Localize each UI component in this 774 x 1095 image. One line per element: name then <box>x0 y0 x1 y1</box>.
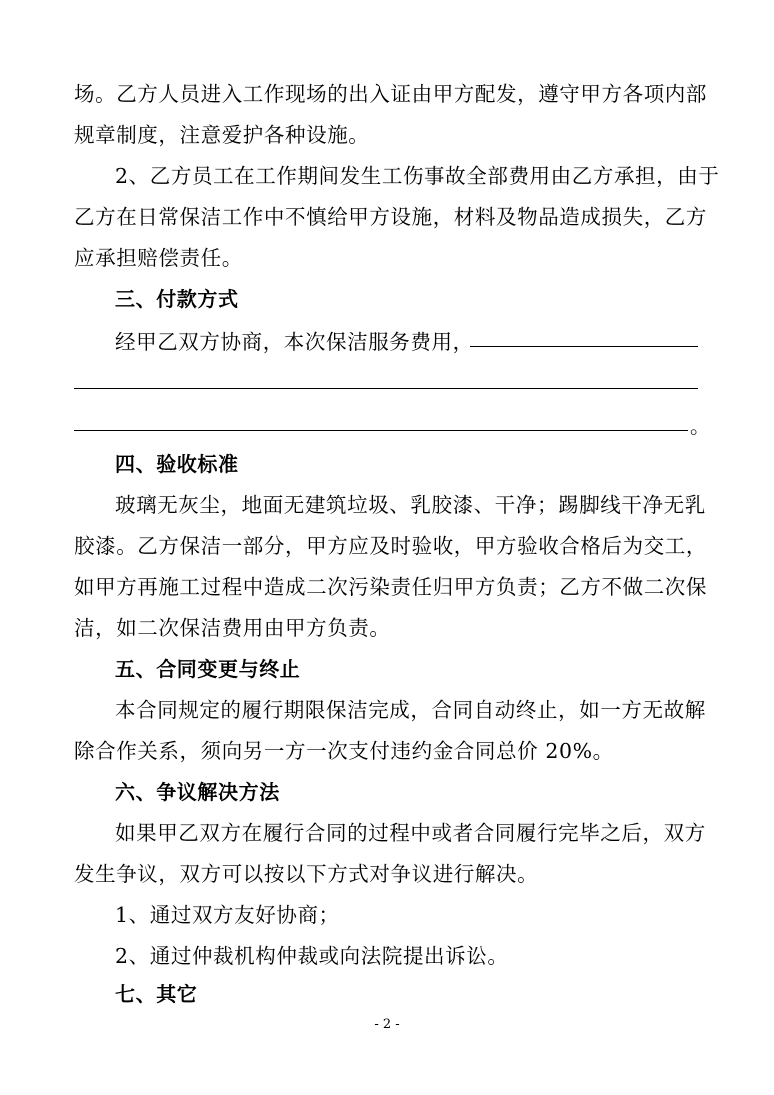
paragraph-line: 发生争议，双方可以按以下方式对争议进行解决。 <box>74 862 539 886</box>
paragraph-line: 规章制度，注意爱护各种设施。 <box>74 123 370 147</box>
paragraph-line: 胶漆。乙方保洁一部分，甲方应及时验收，甲方验收合格后为交工， <box>74 534 707 558</box>
list-item: 2、通过仲裁机构仲裁或向法院提出诉讼。 <box>115 944 509 968</box>
section-heading-payment: 三、付款方式 <box>115 287 239 311</box>
sentence-period: 。 <box>690 414 710 438</box>
list-item: 1、通过双方友好协商； <box>115 903 340 927</box>
paragraph-line: 玻璃无灰尘，地面无建筑垃圾、乳胶漆、干净；踢脚线干净无乳 <box>115 493 706 517</box>
paragraph-line: 如甲方再施工过程中造成二次污染责任归甲方负责；乙方不做二次保 <box>74 575 707 599</box>
section-heading-dispute: 六、争议解决方法 <box>115 780 280 804</box>
paragraph-line: 应承担赔偿责任。 <box>74 246 243 270</box>
section-heading-change-termination: 五、合同变更与终止 <box>115 657 301 681</box>
paragraph-line: 经甲乙双方协商，本次保洁服务费用， <box>115 330 474 354</box>
fill-in-blank <box>74 430 688 431</box>
section-heading-acceptance: 四、验收标准 <box>115 452 239 476</box>
paragraph-line: 2、乙方员工在工作期间发生工伤事故全部费用由乙方承担，由于 <box>115 164 720 188</box>
fill-in-blank <box>470 346 698 347</box>
paragraph-line: 除合作关系，须向另一方一次支付违约金合同总价 20%。 <box>74 739 614 763</box>
paragraph-line: 如果甲乙双方在履行合同的过程中或者合同履行完毕之后，双方 <box>115 821 706 845</box>
paragraph-line: 乙方在日常保洁工作中不慎给甲方设施，材料及物品造成损失，乙方 <box>74 205 707 229</box>
paragraph-line: 洁，如二次保洁费用由甲方负责。 <box>74 616 391 640</box>
fill-in-blank <box>74 388 698 389</box>
paragraph-line: 场。乙方人员进入工作现场的出入证由甲方配发，遵守甲方各项内部 <box>74 82 707 106</box>
section-heading-other: 七、其它 <box>115 982 198 1006</box>
paragraph-line: 本合同规定的履行期限保洁完成，合同自动终止，如一方无故解 <box>115 698 706 722</box>
page-number: - 2 - <box>374 1017 400 1032</box>
